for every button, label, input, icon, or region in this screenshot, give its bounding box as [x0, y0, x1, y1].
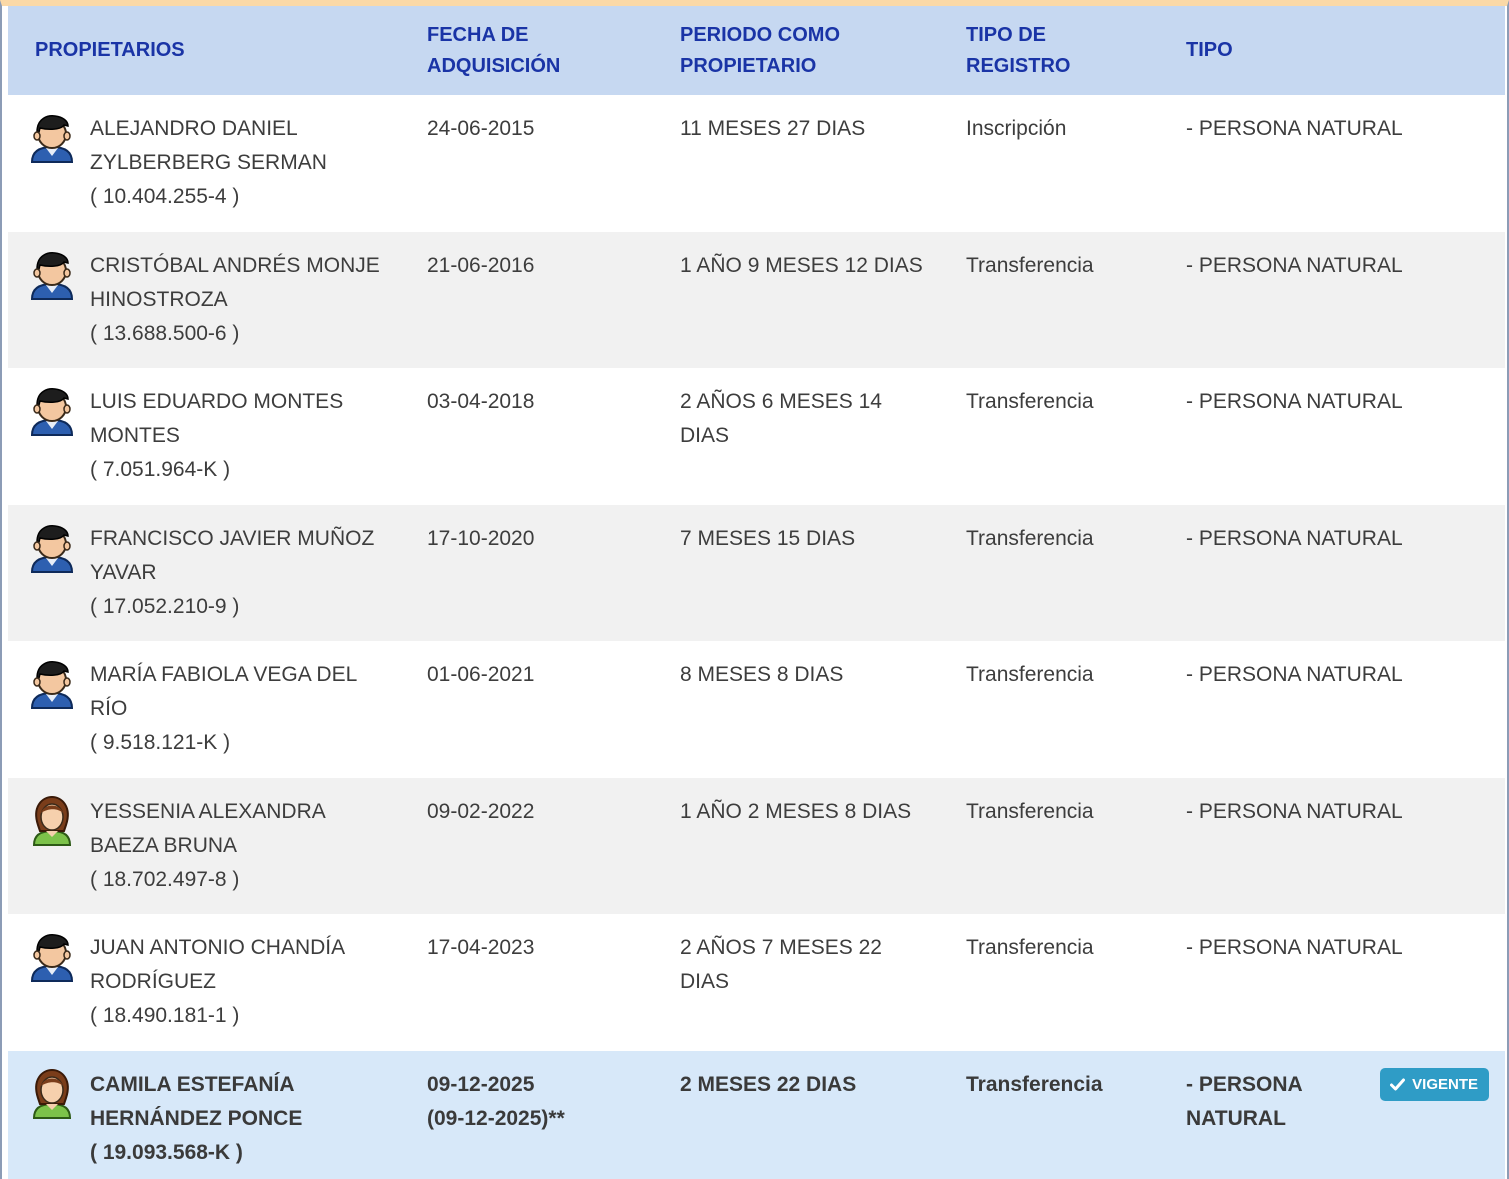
owner-rut: ( 7.051.964-K )	[90, 458, 231, 481]
registration-type-cell	[966, 914, 1186, 1051]
person-type: - PERSONA NATURAL	[1186, 663, 1403, 686]
acquisition-date-cell	[427, 1051, 680, 1179]
registration-type: Transferencia	[966, 390, 1094, 413]
owner-cell	[8, 95, 427, 232]
person-type-cell	[1186, 232, 1505, 369]
ownership-period-cell	[680, 641, 966, 778]
table-row	[8, 368, 1505, 505]
header-tipo-registro: TIPO DE REGISTRO	[966, 23, 1071, 77]
owner-cell	[8, 1051, 427, 1179]
acquisition-date: 21-06-2016	[427, 253, 535, 277]
registration-type-cell	[966, 1051, 1186, 1179]
registration-type: Transferencia	[966, 253, 1094, 277]
acquisition-date-cell	[427, 505, 680, 642]
table-row	[8, 641, 1505, 778]
person-type: - PERSONA NATURAL	[1186, 1072, 1302, 1130]
table-row	[8, 778, 1505, 915]
owner-rut: ( 17.052.210-9 )	[90, 594, 240, 618]
owner-cell	[8, 505, 427, 642]
male-user-icon	[28, 931, 76, 983]
acquisition-date: 03-04-2018	[427, 390, 535, 413]
owner-rut: ( 9.518.121-K )	[90, 731, 231, 754]
table-row	[8, 914, 1505, 1051]
owner-rut: ( 10.404.255-4 )	[90, 185, 240, 208]
person-type: - PERSONA NATURAL	[1186, 799, 1403, 823]
ownership-period-cell	[680, 232, 966, 369]
person-type-cell	[1186, 778, 1505, 915]
ownership-period: 8 MESES 8 DIAS	[680, 663, 844, 686]
owner-name: MARÍA FABIOLA VEGA DEL RÍO	[90, 663, 357, 720]
registration-type: Transferencia	[966, 1072, 1103, 1096]
person-type-cell	[1186, 368, 1505, 505]
acquisition-date-cell	[427, 95, 680, 232]
ownership-period: 2 AÑOS 6 MESES 14 DIAS	[680, 390, 882, 447]
owner-rut: ( 13.688.500-6 )	[90, 321, 240, 345]
owner-cell	[8, 778, 427, 915]
registration-type: Transferencia	[966, 799, 1094, 823]
person-type-cell	[1186, 1051, 1505, 1179]
table-row	[8, 505, 1505, 642]
person-type: - PERSONA NATURAL	[1186, 936, 1403, 959]
person-type-cell	[1186, 505, 1505, 642]
acquisition-date: 09-02-2022	[427, 799, 535, 823]
ownership-period-cell	[680, 778, 966, 915]
registration-type: Transferencia	[966, 526, 1094, 550]
person-type: - PERSONA NATURAL	[1186, 117, 1403, 140]
table-row	[8, 95, 1505, 232]
table-body	[8, 95, 1505, 1179]
table-row-current	[8, 1051, 1505, 1179]
ownership-period: 7 MESES 15 DIAS	[680, 526, 856, 550]
owner-name: CRISTÓBAL ANDRÉS MONJE HINOSTROZA	[90, 253, 380, 311]
acquisition-date: 24-06-2015	[427, 117, 535, 140]
check-icon	[1390, 1078, 1405, 1091]
owner-cell	[8, 368, 427, 505]
acquisition-date: 01-06-2021	[427, 663, 535, 686]
registration-type-cell	[966, 505, 1186, 642]
acquisition-date-cell	[427, 368, 680, 505]
ownership-period: 1 AÑO 2 MESES 8 DIAS	[680, 799, 912, 823]
male-user-icon	[28, 112, 76, 164]
header-tipo: TIPO	[1186, 39, 1233, 61]
acquisition-date-cell	[427, 914, 680, 1051]
registration-type: Inscripción	[966, 117, 1067, 140]
owner-name: ALEJANDRO DANIEL ZYLBERBERG SERMAN	[90, 117, 327, 174]
ownership-period-cell	[680, 1051, 966, 1179]
acquisition-date: 17-10-2020	[427, 526, 535, 550]
owner-rut: ( 19.093.568-K )	[90, 1140, 243, 1164]
registration-type-cell	[966, 368, 1186, 505]
acquisition-date: 09-12-2025	[427, 1072, 535, 1096]
owner-name: CAMILA ESTEFANÍA HERNÁNDEZ PONCE	[90, 1072, 303, 1130]
registration-type-cell	[966, 778, 1186, 915]
ownership-period-cell	[680, 505, 966, 642]
acquisition-date-note: (09-12-2025)**	[427, 1106, 565, 1130]
ownership-period-cell	[680, 368, 966, 505]
male-user-icon	[28, 658, 76, 710]
registration-type-cell	[966, 95, 1186, 232]
male-user-icon	[28, 249, 76, 301]
ownership-period: 1 AÑO 9 MESES 12 DIAS	[680, 253, 923, 277]
person-type-cell	[1186, 914, 1505, 1051]
ownership-period: 11 MESES 27 DIAS	[680, 117, 866, 140]
acquisition-date-cell	[427, 778, 680, 915]
registration-type-cell	[966, 232, 1186, 369]
ownership-period-cell	[680, 95, 966, 232]
registration-type-cell	[966, 641, 1186, 778]
ownership-period: 2 AÑOS 7 MESES 22 DIAS	[680, 936, 882, 993]
owner-name: FRANCISCO JAVIER MUÑOZ YAVAR	[90, 526, 375, 584]
header-propietarios: PROPIETARIOS	[35, 39, 185, 61]
registration-type: Transferencia	[966, 663, 1094, 686]
female-user-icon	[28, 1068, 76, 1120]
acquisition-date: 17-04-2023	[427, 936, 535, 959]
table-header	[8, 6, 1505, 95]
ownership-period-cell	[680, 914, 966, 1051]
male-user-icon	[28, 385, 76, 437]
owner-rut: ( 18.702.497-8 )	[90, 867, 240, 891]
person-type-cell	[1186, 95, 1505, 232]
acquisition-date-cell	[427, 232, 680, 369]
person-type: - PERSONA NATURAL	[1186, 526, 1403, 550]
ownership-period: 2 MESES 22 DIAS	[680, 1072, 857, 1096]
person-type: - PERSONA NATURAL	[1186, 253, 1403, 277]
acquisition-date-cell	[427, 641, 680, 778]
owner-name: YESSENIA ALEXANDRA BAEZA BRUNA	[90, 799, 325, 857]
registration-type: Transferencia	[966, 936, 1094, 959]
owner-rut: ( 18.490.181-1 )	[90, 1004, 240, 1027]
vigente-label: VIGENTE	[1412, 1075, 1478, 1093]
header-periodo: PERIODO COMO PROPIETARIO	[680, 23, 841, 77]
owner-name: LUIS EDUARDO MONTES MONTES	[90, 390, 344, 447]
person-type-cell	[1186, 641, 1505, 778]
owner-cell	[8, 641, 427, 778]
owner-cell	[8, 914, 427, 1051]
owners-table	[8, 6, 1505, 1179]
owner-name: JUAN ANTONIO CHANDÍA RODRÍGUEZ	[90, 936, 344, 993]
person-type: - PERSONA NATURAL	[1186, 390, 1403, 413]
owner-cell	[8, 232, 427, 369]
table-row	[8, 232, 1505, 369]
vigente-badge	[1380, 1068, 1489, 1101]
header-fecha-adquisicion: FECHA DE ADQUISICIÓN	[427, 23, 561, 77]
male-user-icon	[28, 522, 76, 574]
female-user-icon	[28, 795, 76, 847]
